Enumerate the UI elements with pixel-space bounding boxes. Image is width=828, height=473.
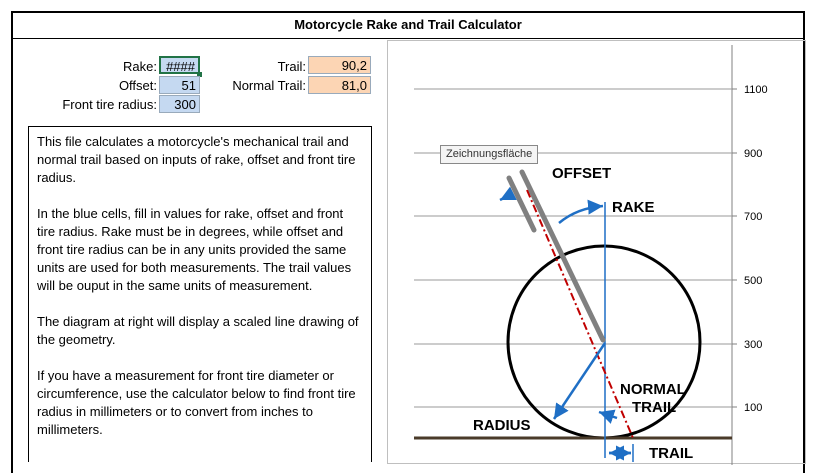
radius-arrow [554, 343, 605, 419]
y-tick-label: 900 [744, 148, 763, 160]
info-paragraph: In the blue cells, fill in values for rake, offset and front tire radius. Rake must be in degrees, while offset and front tire radius can be in any units provided the same units are used for both measurements. The trail values will be ouput in the same units of measurement. [37, 206, 352, 293]
radius-input[interactable]: 300 [159, 95, 200, 113]
y-tick-label: 1100 [744, 84, 768, 96]
info-textbox[interactable] [28, 126, 372, 462]
rake-label: Rake: [123, 59, 157, 74]
diagram-canvas [387, 40, 807, 465]
trail-output[interactable]: 90,2 [308, 56, 371, 74]
info-paragraph: The diagram at right will display a scaled line drawing of the geometry. [37, 314, 359, 347]
gridline-700 [414, 211, 762, 223]
radius-label: Front tire radius: [62, 97, 157, 112]
offset-label: OFFSET [552, 165, 612, 182]
y-tick-label: 500 [744, 275, 763, 287]
geometry-diagram[interactable] [387, 40, 807, 465]
y-tick-label: 700 [744, 211, 763, 223]
title-divider [11, 38, 805, 39]
gridline-1100 [414, 84, 768, 96]
plot-area-border [388, 41, 806, 464]
page-title: Motorcycle Rake and Trail Calculator [294, 17, 522, 32]
normal-trail-label: Normal Trail: [232, 78, 306, 93]
radius-label: RADIUS [473, 417, 531, 434]
gridline-100 [414, 402, 762, 414]
normal-trail-label: TRAIL [632, 399, 677, 416]
gridline-300 [414, 339, 762, 351]
normal-trail-output[interactable]: 81,0 [308, 76, 371, 94]
steering-axis-line [527, 190, 633, 438]
rake-arc [559, 206, 603, 223]
info-paragraph: This file calculates a motorcycle's mechanical trail and normal trail based on inputs of rake, offset and front tire radius. [37, 134, 356, 185]
fork-lower-leg [522, 172, 603, 340]
trail-label: TRAIL [649, 445, 694, 462]
rake-label: RAKE [612, 199, 655, 216]
gridline-500 [414, 275, 762, 287]
info-paragraph: If you have a measurement for front tire diameter or circumference, use the calculator below to find front tire radius in millimeters or to convert from inches to millimeters. [37, 368, 356, 437]
y-tick-label: 100 [744, 402, 763, 414]
offset-label: Offset: [118, 78, 157, 93]
normal-label: NORMAL [620, 381, 686, 398]
offset-arrow [500, 195, 510, 200]
trail-label: Trail: [277, 59, 306, 74]
y-tick-label: 300 [744, 339, 763, 351]
rake-input[interactable]: #### [159, 56, 200, 74]
normal-trail-arrow [599, 412, 617, 418]
offset-input[interactable]: 51 [159, 76, 200, 94]
chart-area-tooltip: Zeichnungsfläche [440, 145, 538, 164]
